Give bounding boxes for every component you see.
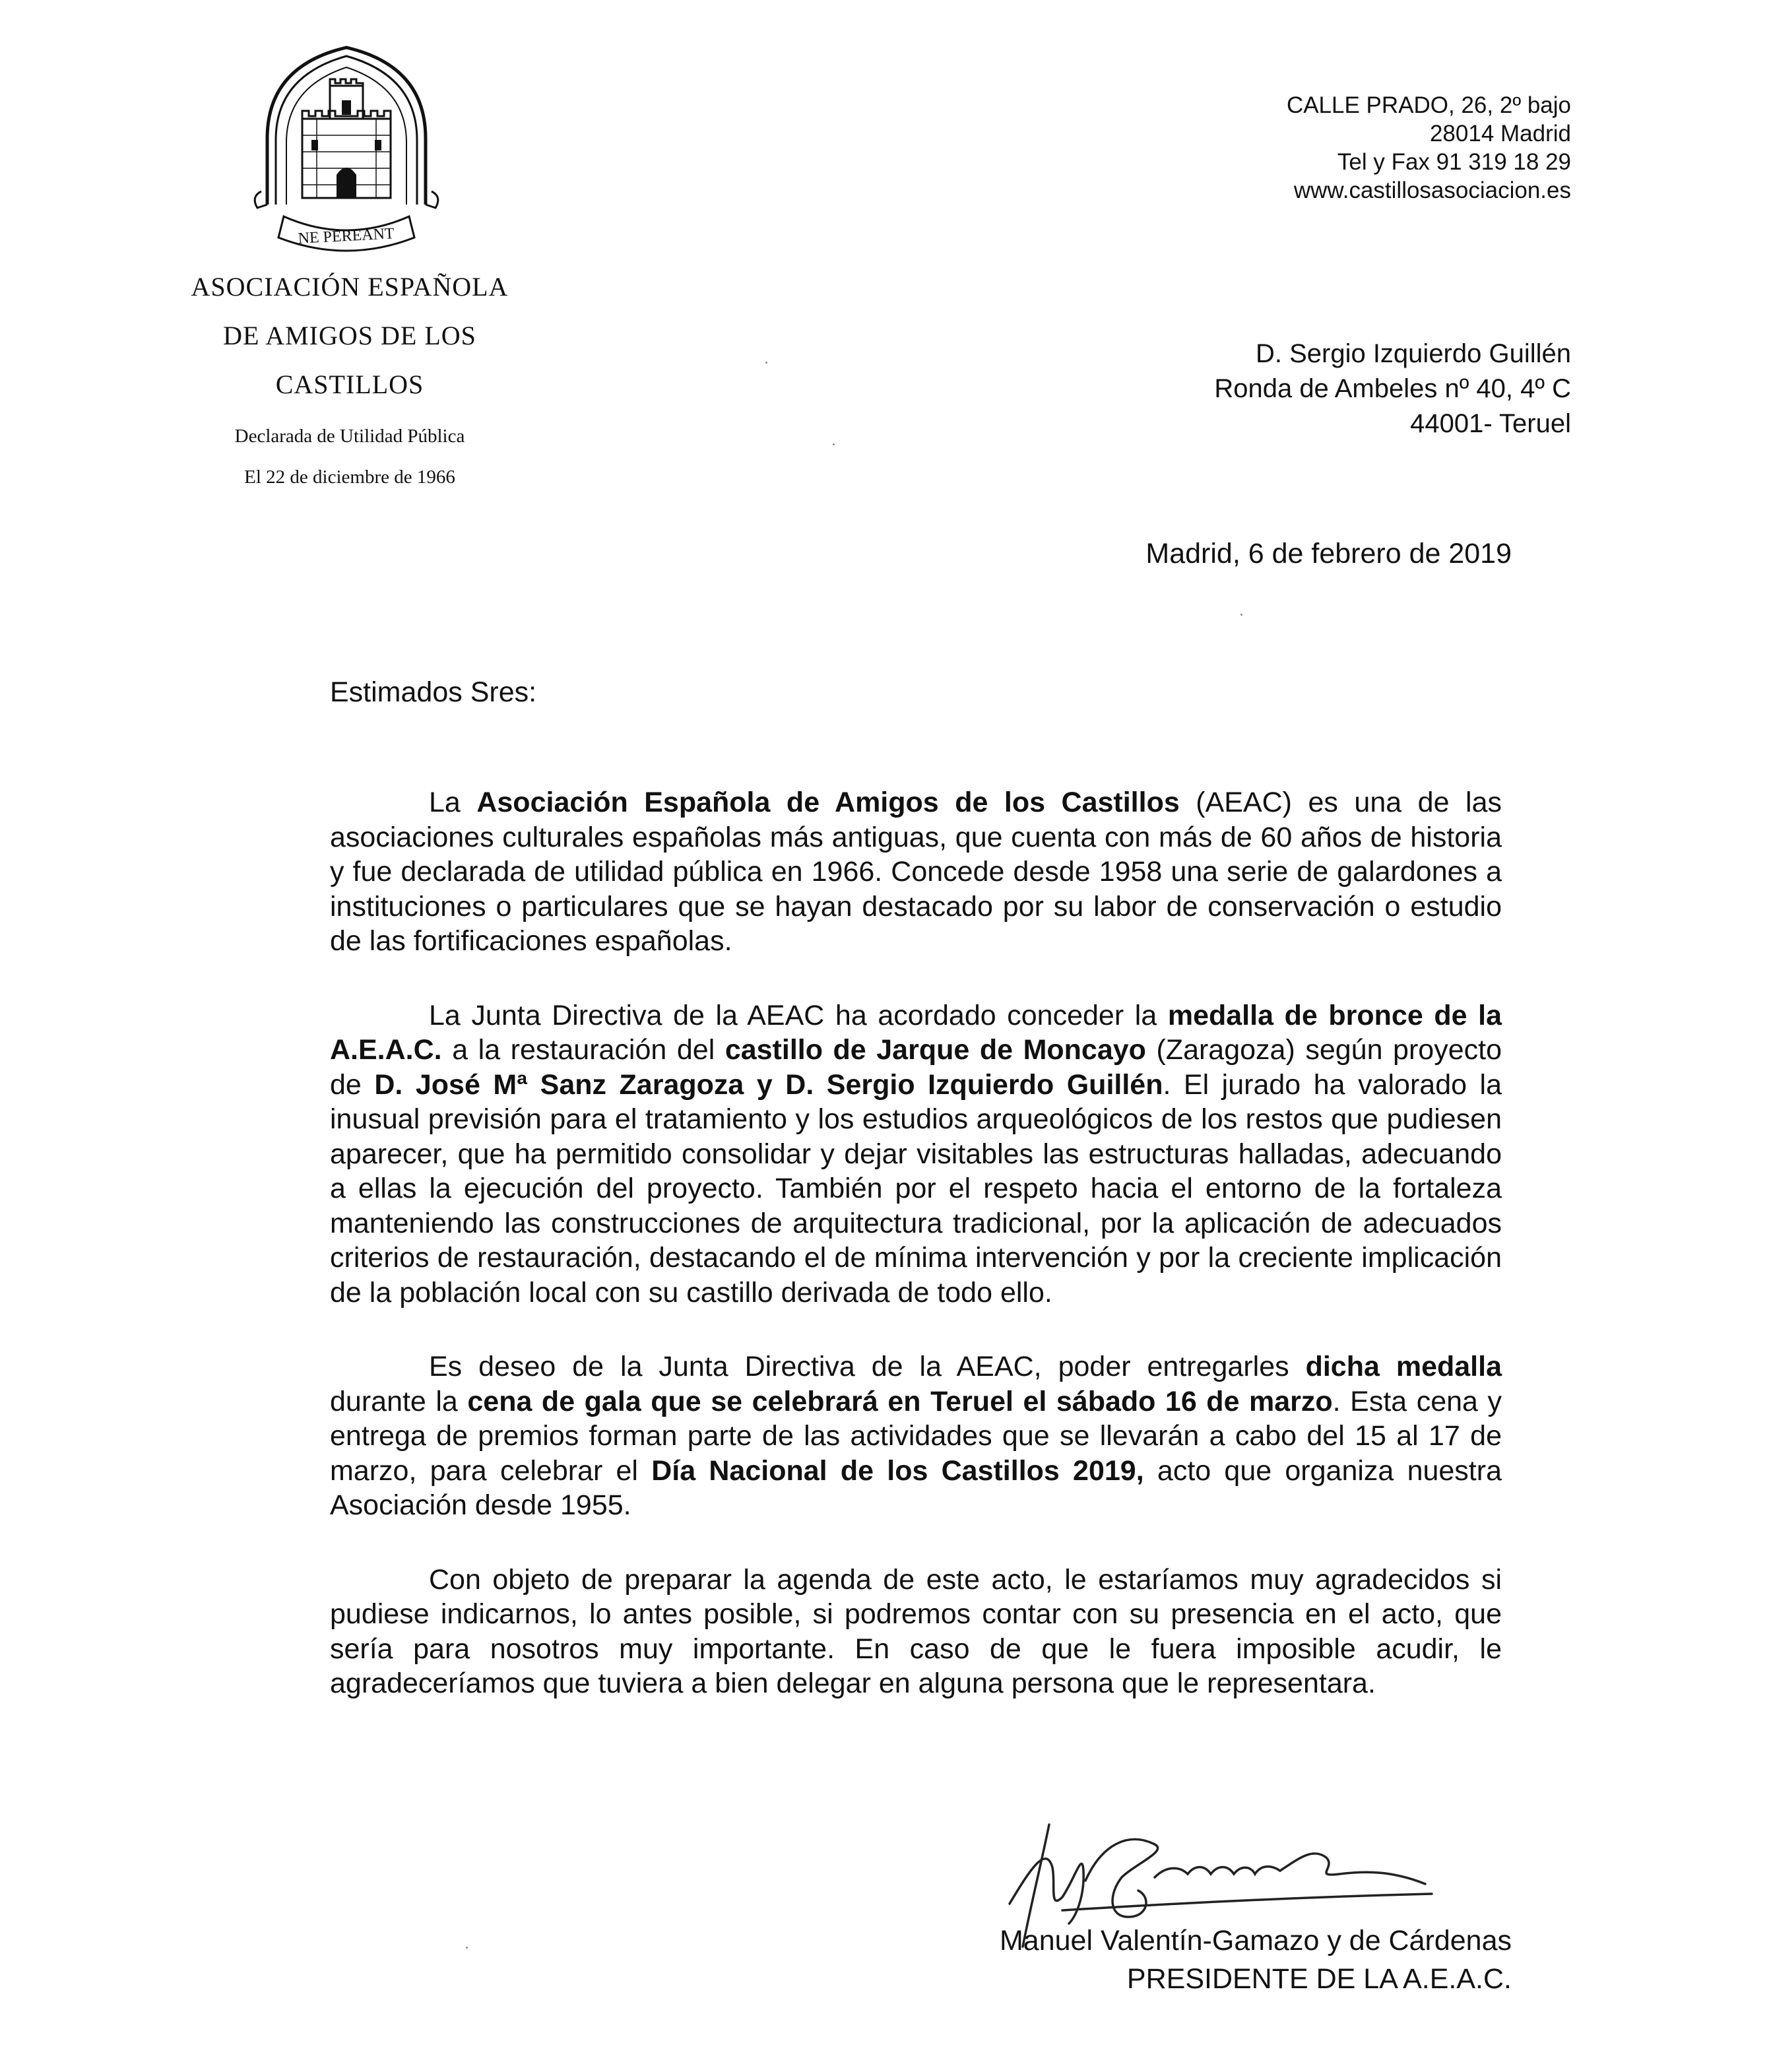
- sender-website: www.castillosasociacion.es: [1293, 178, 1571, 203]
- organization-name-line-1: ASOCIACIÓN ESPAÑOLA: [191, 272, 509, 302]
- organization-name-line-2: DE AMIGOS DE LOS: [223, 321, 476, 350]
- text-run: a la restauración del: [441, 1034, 725, 1066]
- svg-text:NE PEREANT: NE PEREANT: [298, 225, 395, 247]
- organization-block: [132, 263, 567, 491]
- text-run: . Esta cena y entrega de premios forman parte de las actividades que se llevarán a cabo del 15 al 17 de marzo, para celebrar el: [330, 1385, 1502, 1487]
- recipient-name: D. Sergio Izquierdo Guillén: [1255, 339, 1571, 368]
- text-run: acto que organiza nuestra Asociación desde 1955.: [330, 1454, 1502, 1521]
- text-run: La Junta Directiva de la AEAC ha acordado conceder la: [429, 999, 1168, 1031]
- text-run: (Zaragoza) según proyecto de: [330, 1034, 1502, 1101]
- declaration-line-1: Declarada de Utilidad Pública: [234, 426, 465, 447]
- recipient-address: [1214, 337, 1571, 441]
- paragraph-4: [330, 1563, 1502, 1701]
- scan-speck: [466, 1947, 468, 1949]
- sender-address: [1287, 91, 1571, 205]
- text-run: La: [429, 787, 477, 818]
- paragraph-2: [330, 998, 1502, 1311]
- scan-speck: [765, 362, 767, 364]
- recipient-city: 44001- Teruel: [1410, 409, 1571, 438]
- bold-run: medalla de bronce de la A.E.A.C.: [330, 999, 1502, 1066]
- bold-run: cena de gala que se celebrará en Teruel el sábado 16 de marzo: [467, 1385, 1333, 1417]
- paragraph-1: [330, 785, 1502, 959]
- bold-run: castillo de Jarque de Moncayo: [724, 1034, 1146, 1066]
- scan-speck: [833, 443, 835, 445]
- text-run: Es deseo de la Junta Directiva de la AEAC, poder entregarles: [429, 1351, 1306, 1382]
- bold-run: Asociación Española de Amigos de los Castillos: [476, 787, 1180, 818]
- organization-name-line-3: CASTILLOS: [275, 370, 424, 399]
- bold-run: Día Nacional de los Castillos 2019,: [651, 1454, 1144, 1487]
- text-run: . El jurado ha valorado la inusual previsión para el tratamiento y los estudios arqueológicos de los restos que pudiesen aparecer, que ha permitido consolidar y dejar visitables las estructuras halladas, adecuando a ellas la ejecución del proyecto. También por el respeto hacia el entorno de la fortaleza manteniendo las construcciones de arquitectura tradicional, por la aplicación de adecuados criterios de restauración, destacando el de mínima intervención y por la creciente implicación de la población local con su castillo derivada de todo ello.: [330, 1068, 1502, 1309]
- sender-city: 28014 Madrid: [1429, 121, 1571, 146]
- text-run: durante la: [330, 1385, 468, 1417]
- scan-speck: [1240, 614, 1242, 616]
- letter-date: Madrid, 6 de febrero de 2019: [1145, 538, 1512, 569]
- text-run: (AEAC) es una de las asociaciones culturales españolas más antiguas, que cuenta con más de 60 años de historia y fue declarada de utilidad pública en 1966. Concede desde 1958 una serie de galardones a instituciones o particulares que se hayan destacado por su labor de conservación o estudio de las fortificaciones españolas.: [330, 787, 1502, 957]
- association-logo: [238, 40, 455, 257]
- signer-block: [1000, 1922, 1512, 1998]
- paragraph-3: [330, 1349, 1502, 1523]
- bold-run: D. José Mª Sanz Zaragoza y D. Sergio Izquierdo Guillén: [374, 1068, 1163, 1101]
- signer-title: PRESIDENTE DE LA A.E.A.C.: [1126, 1963, 1512, 1995]
- signer-name: Manuel Valentín-Gamazo y de Cárdenas: [999, 1925, 1512, 1957]
- declaration-line-2: El 22 de diciembre de 1966: [244, 467, 455, 488]
- bold-run: dicha medalla: [1305, 1351, 1502, 1382]
- text-run: Con objeto de preparar la agenda de este acto, le estaríamos muy agradecidos si pudiese indicarnos, lo antes posible, si podremos contar con su presencia en el acto, que sería para nosotros muy importante. En caso de que le fuera imposible acudir, le agradeceríamos que tuviera a bien delegar en alguna persona que le representara.: [330, 1563, 1502, 1699]
- recipient-street: Ronda de Ambeles nº 40, 4º C: [1214, 374, 1571, 403]
- sender-street: CALLE PRADO, 26, 2º bajo: [1286, 92, 1571, 118]
- sender-phone: Tel y Fax 91 319 18 29: [1337, 149, 1571, 175]
- salutation: Estimados Sres:: [330, 676, 537, 708]
- letter-body: [330, 785, 1502, 1741]
